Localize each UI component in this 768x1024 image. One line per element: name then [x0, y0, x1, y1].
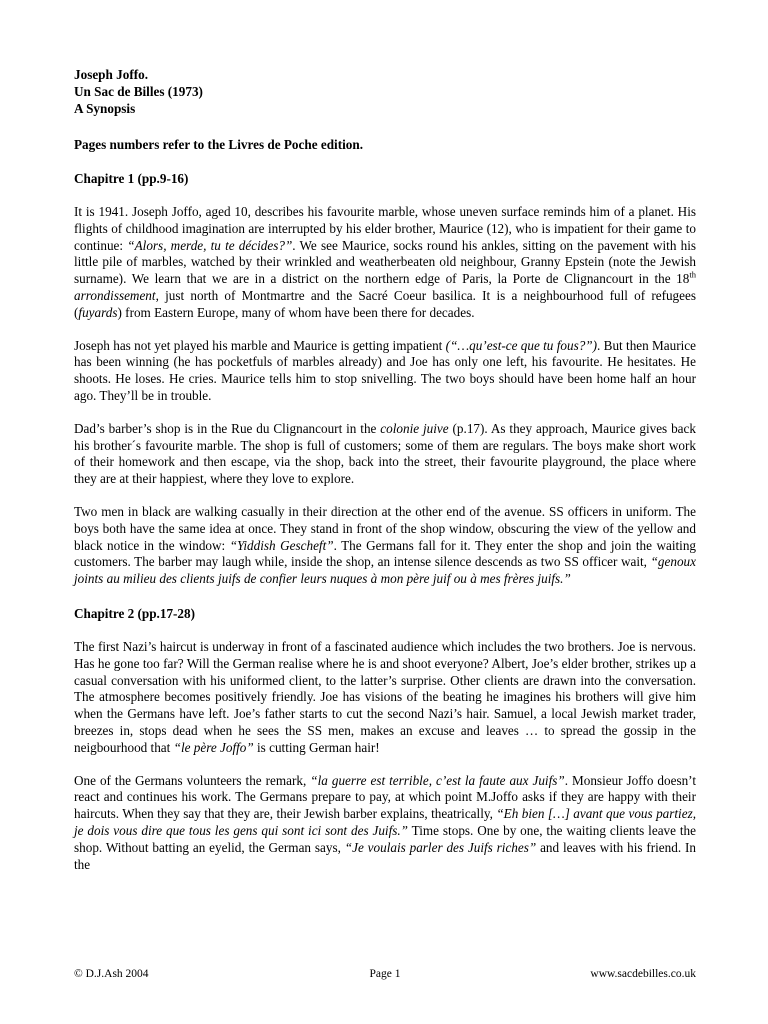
- chapter-2-paragraph-2: One of the Germans volunteers the remark, “la guerre est terrible, c’est la faute aux Juifs”. Monsieur Joffo doesn’t react and continues his work. The Germans prepare to pay, at which point M.Joffo asks if they are happy with their haircuts. When they say that they are, their Jewish barber explains, theatrically, “Eh bien […] avant que vous partiez, je dois vous dire que tous les gens qui sont ici sont des Juifs.” Time stops. One by one, the waiting clients leave the shop. Without batting an eyelid, the German says, “Je voulais parler des Juifs riches” and leaves with his friend. In the: [74, 772, 697, 872]
- website-link[interactable]: www.sacdebilles.co.uk: [590, 968, 696, 980]
- document-page: [74, 66, 696, 873]
- chapter-1-paragraph-4: Two men in black are walking casually in their direction at the other end of the avenue. SS officers in uniform. The boys both have the same idea at once. They stand in front of the shop window, obscuring the view of the yellow and black notice in the window: “Yiddish Gescheft”. The Germans fall for it. They enter the shop and join the waiting customers. The barber may laugh while, inside the shop, an intense silence descends as two SS officer wait, “genoux joints au milieu des clients juifs de confier leurs nuques à mon père juif ou à mes frères juifs.”: [74, 503, 697, 587]
- edition-note: Pages numbers refer to the Livres de Poche edition.: [74, 137, 363, 152]
- copyright-text: © D.J.Ash 2004: [74, 968, 149, 980]
- chapter-2-paragraph-1: The first Nazi’s haircut is underway in front of a fascinated audience which includes the two brothers. Joe is nervous. Has he gone too far? Will the German realise where he is and shoot everyone? Albert, Joe’s elder brother, strikes up a casual conversation with his uniformed client, to the latter’s surprise. Other clients are drawn into the conversation. The atmosphere becomes positively friendly. Joe has visions of the beating he imagines his brothers will give him when the Germans have left. Joe’s father starts to cut the second Nazi’s hair. Samuel, a local Jewish market trader, breezes in, stops dead when he sees the SS men, makes an excuse and leaves … to spread the gossip in the neigbourhood that “le père Joffo” is cutting German hair!: [74, 638, 696, 755]
- chapter-1-paragraph-3: Dad’s barber’s shop is in the Rue du Clignancourt in the colonie juive (p.17). As they approach, Maurice gives back his brother´s favourite marble. The shop is full of customers; some of them are regulars. The boys make short work of their homework and then escape, via the shop, back into the street, their favourite playground, the place where they are at their happiest, where they love to explore.: [74, 420, 696, 487]
- author-heading: Joseph Joffo.: [74, 67, 148, 82]
- chapter-1-heading: Chapitre 1 (pp.9-16): [74, 171, 189, 186]
- page-footer: [74, 966, 696, 982]
- chapter-2-heading: Chapitre 2 (pp.17-28): [74, 605, 196, 621]
- synopsis-subtitle: A Synopsis: [74, 101, 136, 116]
- chapter-1-paragraph-1: It is 1941. Joseph Joffo, aged 10, describes his favourite marble, whose uneven surface reminds him of a planet. His flights of childhood imagination are interrupted by his elder brother, Maurice (12), who is impatient for their game to continue: “Alors, merde, tu te décides?”. We see Maurice, socks round his ankles, sitting on the pavement with his little pile of marbles, watched by their wrinkled and weatherbeaten old neighbour, Granny Epstein (note the Jewish surname). We learn that we are in a district on the northern edge of Paris, la Porte de Clignancourt in the 18th arrondissement, just north of Montmartre and the Sacré Coeur basilica. It is a neighbourhood full of refugees (fuyards) from Eastern Europe, many of whom have been there for decades.: [74, 204, 696, 320]
- chapter-1-paragraph-2: Joseph has not yet played his marble and Maurice is getting impatient (“…qu’est-ce que tu fous?”). But then Maurice has been winning (he has pocketfuls of marbles already) and Joe has only one left, his favourite. He hesitates. He shoots. He loses. He cries. Maurice tells him to stop snivelling. The two boys should have been home half an hour ago. They’ll be in trouble.: [74, 337, 696, 403]
- page-number: Page 1: [369, 968, 401, 980]
- book-title: Un Sac de Billes (1973): [74, 84, 203, 99]
